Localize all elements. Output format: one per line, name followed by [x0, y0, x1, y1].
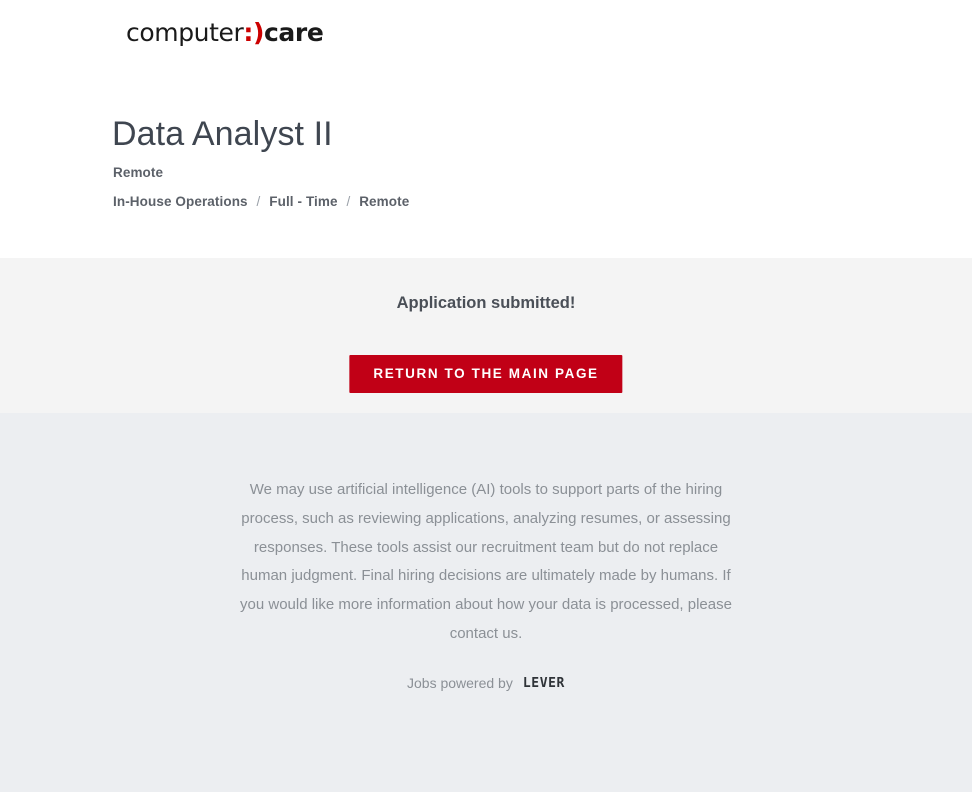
- job-meta: [113, 194, 409, 209]
- page-footer: [0, 413, 972, 792]
- page-header: [0, 0, 972, 258]
- logo-text-part2: care: [264, 18, 324, 47]
- job-location: Remote: [113, 165, 164, 180]
- company-logo[interactable]: [126, 18, 323, 47]
- powered-by: [0, 675, 972, 691]
- job-department: In-House Operations: [113, 194, 248, 209]
- smiley-icon: :): [243, 18, 264, 47]
- submitted-message: Application submitted!: [396, 294, 576, 312]
- lever-logo[interactable]: LEVER: [522, 675, 565, 691]
- logo-text-part1: computer: [126, 18, 244, 47]
- meta-separator-1: /: [256, 194, 261, 209]
- meta-separator-2: /: [346, 194, 351, 209]
- return-to-main-page-button[interactable]: RETURN TO THE MAIN PAGE: [349, 355, 622, 393]
- application-submitted-section: [0, 258, 972, 413]
- ai-usage-notice: We may use artificial intelligence (AI) tools to support parts of the hiring process, such as reviewing applications, analyzing resumes, or assessing responses. These tools assist our recruitment team but do not replace human judgment. Final hiring decisions are ultimately made by humans. If you would like more information about how your data is processed, please contact us.: [240, 481, 732, 642]
- job-employment-type: Full - Time: [269, 194, 338, 209]
- powered-by-label: Jobs powered by: [407, 675, 513, 691]
- job-workplace-type: Remote: [359, 194, 410, 209]
- page-title: Data Analyst II: [112, 114, 333, 153]
